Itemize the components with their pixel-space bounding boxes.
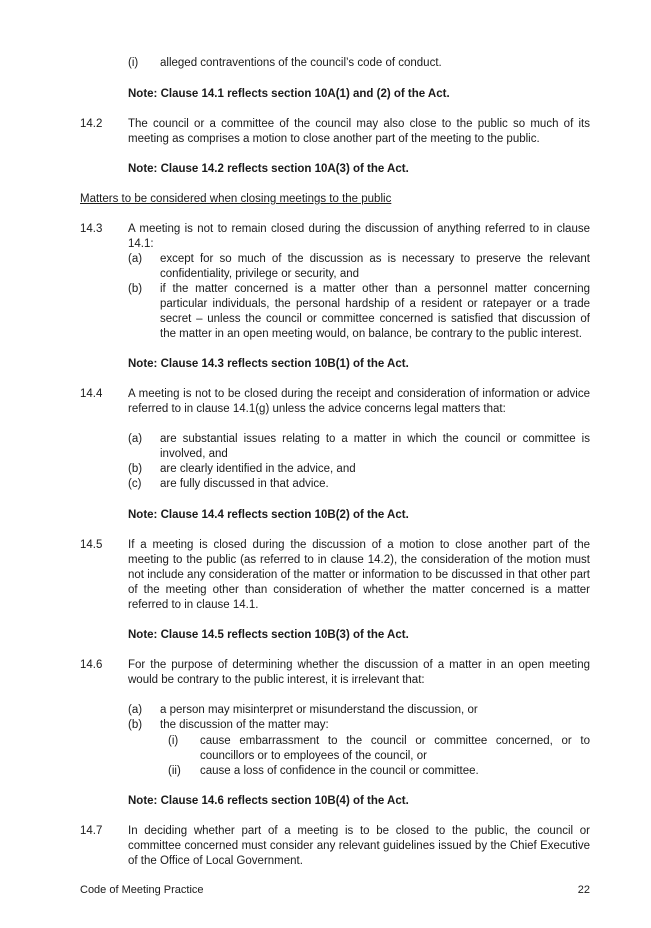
note-14-5: Note: Clause 14.5 reflects section 10B(3) of the Act. bbox=[128, 629, 409, 641]
note-14-1: Note: Clause 14.1 reflects section 10A(1) and (2) of the Act. bbox=[128, 88, 450, 100]
list-item-text: except for so much of the discussion as is necessary to preserve the relevant confidentiality, privilege or security, and bbox=[160, 253, 590, 280]
list-item-text: are clearly identified in the advice, and bbox=[160, 463, 356, 475]
clause-number-14-4: 14.4 bbox=[80, 388, 103, 400]
note-14-6: Note: Clause 14.6 reflects section 10B(4) of the Act. bbox=[128, 795, 409, 807]
list-label: (a) bbox=[128, 704, 143, 716]
clause-number-14-6: 14.6 bbox=[80, 659, 103, 671]
clause-text-14-3: A meeting is not to remain closed during the discussion of anything referred to in clause 14.1: bbox=[128, 223, 590, 250]
clause-text-14-7: In deciding whether part of a meeting is to be closed to the public, the council or committee concerned must consider any relevant guidelines issued by the Chief Executive of the Office of Local Government. bbox=[128, 825, 590, 867]
note-14-4: Note: Clause 14.4 reflects section 10B(2) of the Act. bbox=[128, 509, 409, 521]
sublist-label: (ii) bbox=[168, 765, 181, 777]
section-heading: Matters to be considered when closing meetings to the public bbox=[80, 193, 392, 205]
sublist-label: (i) bbox=[168, 735, 179, 747]
clause-number-14-7: 14.7 bbox=[80, 825, 103, 837]
list-item-text: a person may misinterpret or misunderstand the discussion, or bbox=[160, 704, 478, 716]
clause-text-14-5: If a meeting is closed during the discussion of a motion to close another part of the meeting to the public (as referred to in clause 14.2), the consideration of the motion must not include any consideration of the matter or information to be discussed in that other part of the meeting other than consideration of whether the matter concerned is a matter referred to in clause 14.1. bbox=[128, 539, 590, 611]
clause-text-14-6: For the purpose of determining whether the discussion of a matter in an open meeting would be contrary to the public interest, it is irrelevant that: bbox=[128, 659, 590, 686]
list-label: (b) bbox=[128, 283, 143, 295]
list-label: (a) bbox=[128, 253, 143, 265]
sublist-item-text: cause a loss of confidence in the council or committee. bbox=[200, 765, 479, 777]
list-label: (a) bbox=[128, 433, 143, 445]
footer-title: Code of Meeting Practice bbox=[80, 884, 204, 896]
note-14-2: Note: Clause 14.2 reflects section 10A(3) of the Act. bbox=[128, 163, 409, 175]
page-number: 22 bbox=[577, 884, 590, 896]
list-item-text: alleged contraventions of the council’s code of conduct. bbox=[160, 57, 442, 69]
clause-number-14-3: 14.3 bbox=[80, 223, 103, 235]
list-label: (i) bbox=[128, 57, 139, 69]
list-item-text: if the matter concerned is a matter other than a personnel matter concerning particular individuals, the personal hardship of a resident or ratepayer or a trade secret – unless the council or committee concerned is satisfied that discussion of the matter in an open meeting would, on balance, be contrary to the public interest. bbox=[160, 283, 590, 340]
list-item-text: are fully discussed in that advice. bbox=[160, 478, 329, 490]
list-label: (b) bbox=[128, 463, 143, 475]
clause-number-14-2: 14.2 bbox=[80, 118, 103, 130]
clause-text-14-4: A meeting is not to be closed during the receipt and consideration of information or advice referred to in clause 14.1(g) unless the advice concerns legal matters that: bbox=[128, 388, 590, 415]
clause-number-14-5: 14.5 bbox=[80, 539, 103, 551]
list-item-text: are substantial issues relating to a matter in which the council or committee is involved, and bbox=[160, 433, 590, 460]
list-label: (b) bbox=[128, 719, 143, 731]
clause-text-14-2: The council or a committee of the council may also close to the public so much of its meeting as comprises a motion to close another part of the meeting to the public. bbox=[128, 118, 590, 145]
list-label: (c) bbox=[128, 478, 142, 490]
sublist-item-text: cause embarrassment to the council or committee concerned, or to councillors or to employees of the council, or bbox=[200, 735, 590, 762]
list-item-text: the discussion of the matter may: bbox=[160, 719, 329, 731]
note-14-3: Note: Clause 14.3 reflects section 10B(1) of the Act. bbox=[128, 358, 409, 370]
